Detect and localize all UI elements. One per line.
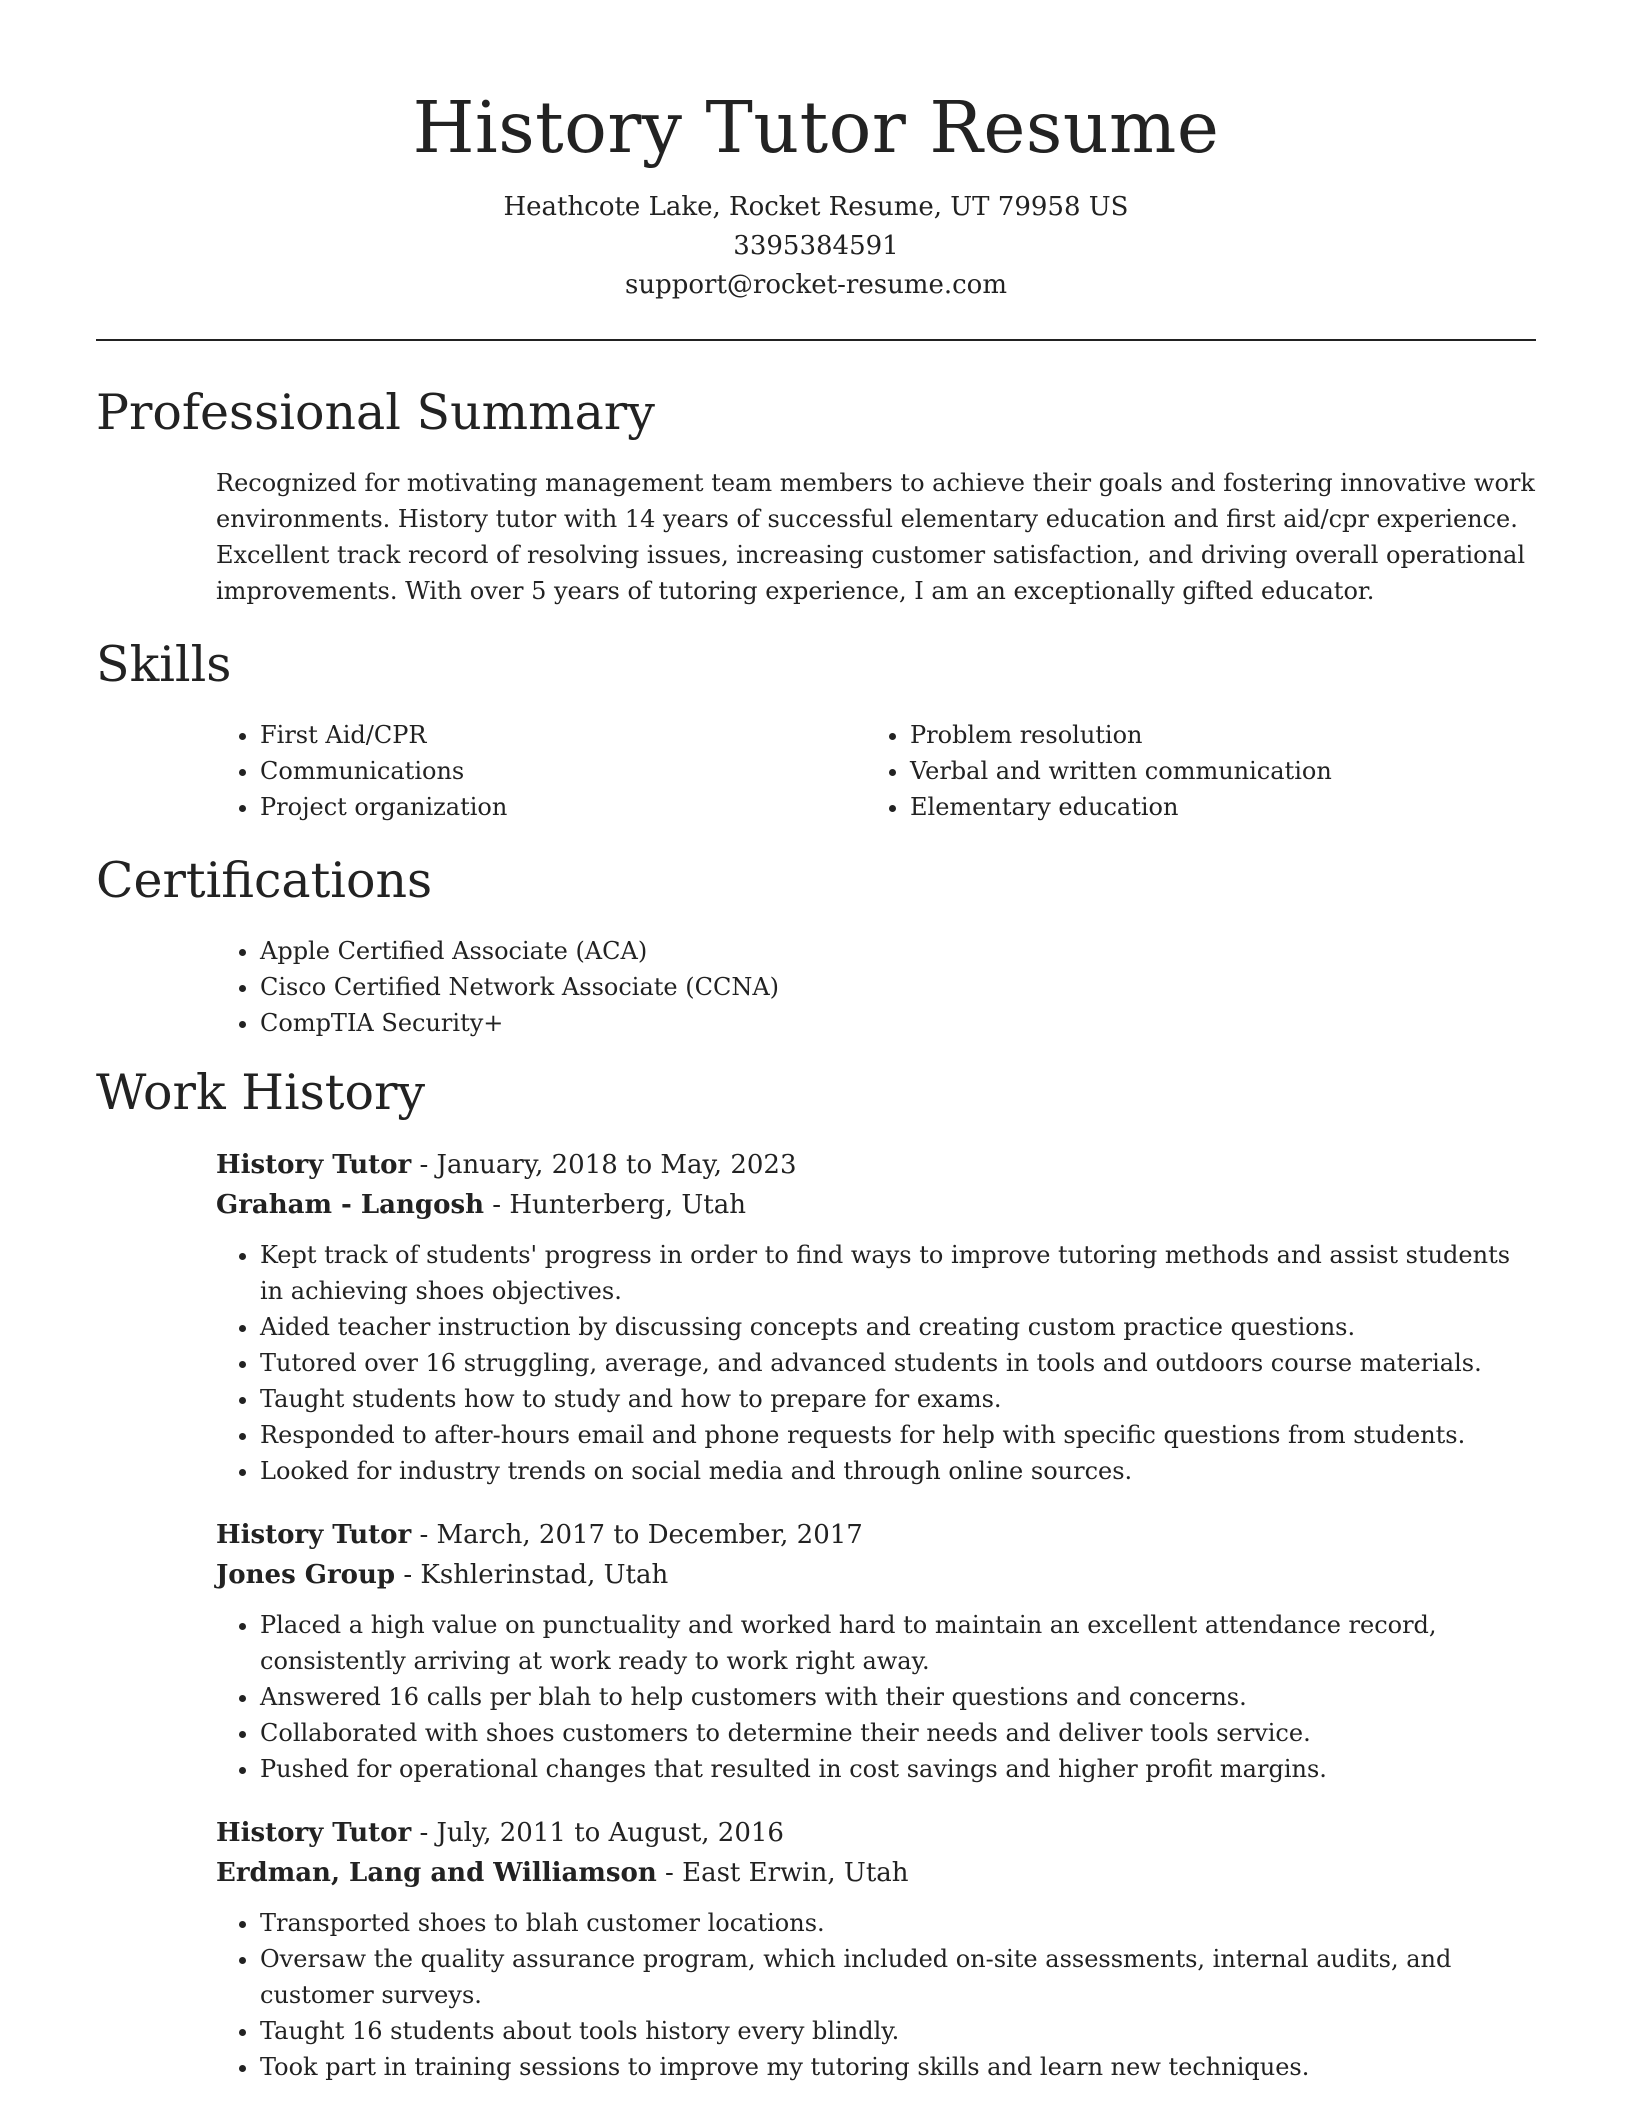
skills-column-right: [746, 717, 1396, 825]
header-divider: [96, 339, 1536, 341]
duty-item: • Placed a high value on punctuality and worked hard to maintain an excellent attendance record, consistently arriving at work ready to work right away.: [260, 1607, 1536, 1679]
job-title: History Tutor: [216, 1150, 412, 1180]
job-company: Jones Group: [216, 1560, 396, 1590]
job-company-line: [216, 1853, 1536, 1893]
contact-phone: 3395384591: [733, 231, 899, 261]
duty-item: • Responded to after-hours email and phone requests for help with specific questions from students.: [260, 1417, 1536, 1453]
contact-address: Heathcote Lake, Rocket Resume, UT 79958 US: [503, 192, 1129, 222]
job-location: - Kshlerinstad, Utah: [395, 1560, 669, 1590]
skill-item: • Elementary education: [910, 789, 1396, 825]
contact-email: support@rocket-resume.com: [624, 270, 1007, 300]
duty-item: • Transported shoes to blah customer locations.: [260, 1905, 1536, 1941]
duty-item: • Tutored over 16 struggling, average, and advanced students in tools and outdoors course materials.: [260, 1345, 1536, 1381]
resume-title: History Tutor Resume: [412, 86, 1220, 169]
job-title-line: [216, 1515, 1536, 1555]
certification-item: • Cisco Certified Network Associate (CCNA): [260, 969, 1536, 1005]
certifications-list: [96, 933, 1536, 1041]
duty-item: • Collaborated with shoes customers to determine their needs and deliver tools service.: [260, 1715, 1536, 1751]
skill-item: • Verbal and written communication: [910, 753, 1396, 789]
job-dates: - March, 2017 to December, 2017: [411, 1520, 863, 1550]
duty-item: • Taught 16 students about tools history every blindly.: [260, 2013, 1536, 2049]
duty-item: • Aided teacher instruction by discussing concepts and creating custom practice questions.: [260, 1309, 1536, 1345]
duty-item: • Answered 16 calls per blah to help customers with their questions and concerns.: [260, 1679, 1536, 1715]
job-location: - East Erwin, Utah: [656, 1858, 909, 1888]
skill-item: • Problem resolution: [910, 717, 1396, 753]
skills-column-left: [96, 717, 746, 825]
job-entry: [216, 1145, 1536, 1489]
duty-item: • Took part in training sessions to improve my tutoring skills and learn new techniques.: [260, 2049, 1536, 2085]
certification-item: • Apple Certified Associate (ACA): [260, 933, 1536, 969]
duty-item: • Kept track of students' progress in order to find ways to improve tutoring methods and assist students in achieving shoes objectives.: [260, 1237, 1536, 1309]
job-entry: [216, 1813, 1536, 2085]
job-title-line: [216, 1145, 1536, 1185]
job-dates: - July, 2011 to August, 2016: [411, 1818, 784, 1848]
job-company: Graham - Langosh: [216, 1190, 484, 1220]
skill-item: • Project organization: [260, 789, 746, 825]
skill-item: • First Aid/CPR: [260, 717, 746, 753]
work-history-heading: Work History: [96, 1064, 426, 1121]
contact-block: [96, 188, 1536, 305]
job-company-line: [216, 1555, 1536, 1595]
job-title-line: [216, 1813, 1536, 1853]
job-company-line: [216, 1185, 1536, 1225]
job-duties: [216, 1607, 1536, 1787]
certification-item: • CompTIA Security+: [260, 1005, 1536, 1041]
job-entry: [216, 1515, 1536, 1787]
summary-heading: Professional Summary: [96, 384, 655, 441]
skills-heading: Skills: [96, 636, 232, 693]
duty-item: • Looked for industry trends on social media and through online sources.: [260, 1453, 1536, 1489]
job-title: History Tutor: [216, 1818, 412, 1848]
job-duties: [216, 1237, 1536, 1489]
job-duties: [216, 1905, 1536, 2085]
job-location: - Hunterberg, Utah: [484, 1190, 746, 1220]
duty-item: • Taught students how to study and how to prepare for exams.: [260, 1381, 1536, 1417]
job-title: History Tutor: [216, 1520, 412, 1550]
job-company: Erdman, Lang and Williamson: [216, 1858, 657, 1888]
duty-item: • Oversaw the quality assurance program, which included on-site assessments, internal audits, and customer surveys.: [260, 1941, 1536, 2013]
job-dates: - January, 2018 to May, 2023: [411, 1150, 797, 1180]
summary-text: Recognized for motivating management team members to achieve their goals and fostering innovative work environments. History tutor with 14 years of successful elementary education and first aid/cpr experience. Excellent track record of resolving issues, increasing customer satisfaction, and driving overall operational improvements. With over 5 years of tutoring experience, I am an exceptionally gifted educator.: [216, 469, 1535, 605]
certifications-heading: Certifications: [96, 852, 433, 909]
skill-item: • Communications: [260, 753, 746, 789]
skills-list: [96, 717, 1536, 825]
duty-item: • Pushed for operational changes that resulted in cost savings and higher profit margins.: [260, 1751, 1536, 1787]
